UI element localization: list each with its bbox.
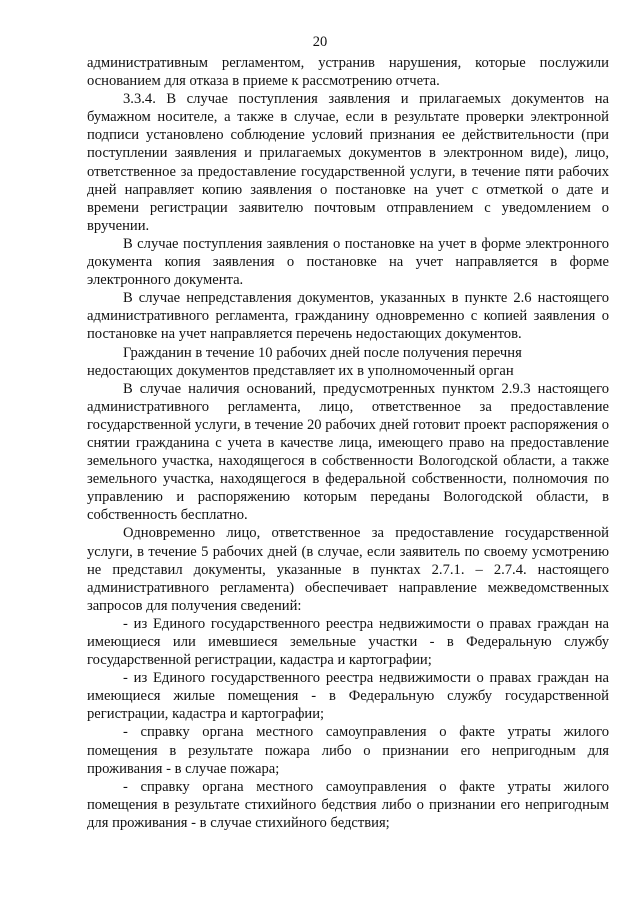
paragraph-electronic-form: В случае поступления заявления о постановке на учет в форме электронного документа копия заявления о постановке на учет направляется в форме электронного документа.	[87, 235, 609, 289]
list-item-housing-rights: - из Единого государственного реестра недвижимости о правах граждан на имеющиеся жилые помещения - в Федеральную службу государственной регистрации, кадастра и картографии;	[87, 670, 609, 723]
paragraph-citizen-deadline: Гражданин в течение 10 рабочих дней после получения перечня недостающих документов представляет их в уполномоченный орган	[87, 344, 522, 379]
list-item-disaster-certificate: - справку органа местного самоуправления о факте утраты жилого помещения в результате стихийного бедствия либо о признании его непригодным для проживания - в случае стихийного бедствия;	[87, 778, 609, 831]
paragraph-3-3-4: 3.3.4. В случае поступления заявления и прилагаемых документов на бумажном носителе, а также в случае, если в результате проверки электронной подписи установлено соблюдение условий признания ее действительности (при поступлении заявления и прилагаемых документов в электронном виде), лицо, ответственное за предоставление государственной услуги, в течение пяти рабочих дней направляет копию заявления о постановке на учет с отметкой о дате и времени регистрации заявителю почтовым отправлением с уведомлением о вручении.	[87, 91, 609, 234]
paragraph-continuation: административным регламентом, устранив нарушения, которые послужили основанием для отказа в приеме к рассмотрению отчета.	[87, 55, 609, 90]
list-item-land-rights: - из Единого государственного реестра недвижимости о правах граждан на имеющиеся или имевшиеся земельные участки - в Федеральную службу государственной регистрации, кадастра и картографии;	[87, 615, 609, 669]
paragraph-missing-documents: В случае непредставления документов, указанных в пункте 2.6 настоящего административного регламента, гражданину одновременно с копией заявления о постановке на учет направляется перечень недостающих документов.	[87, 290, 609, 343]
document-body	[87, 54, 609, 832]
paragraph-interagency-requests: Одновременно лицо, ответственное за предоставление государственной услуги, в течение 5 рабочих дней (в случае, если заявитель по своему усмотрению не представил документы, указанные в пунктах 2.7.1. – 2.7.4. настоящего административного регламента) обеспечивает направление межведомственных запросов для получения сведений:	[87, 525, 609, 614]
list-item-fire-certificate: - справку органа местного самоуправления о факте утраты жилого помещения в результате пожара либо о признании его непригодным для проживания - в случае пожара;	[87, 724, 609, 777]
paragraph-deregistration-grounds: В случае наличия оснований, предусмотренных пунктом 2.9.3 настоящего административного регламента, лицо, ответственное за предоставление государственной услуги, в течение 20 рабочих дней готовит проект распоряжения о снятии гражданина с учета в качестве лица, имеющего право на предоставление земельного участка, находящегося в собственности Вологодской области, а также земельного участка, находящегося в федеральной собственности, полномочия по управлению и распоряжению которым переданы Вологодской области, в собственность бесплатно.	[87, 380, 609, 524]
page-number: 20	[312, 34, 328, 50]
